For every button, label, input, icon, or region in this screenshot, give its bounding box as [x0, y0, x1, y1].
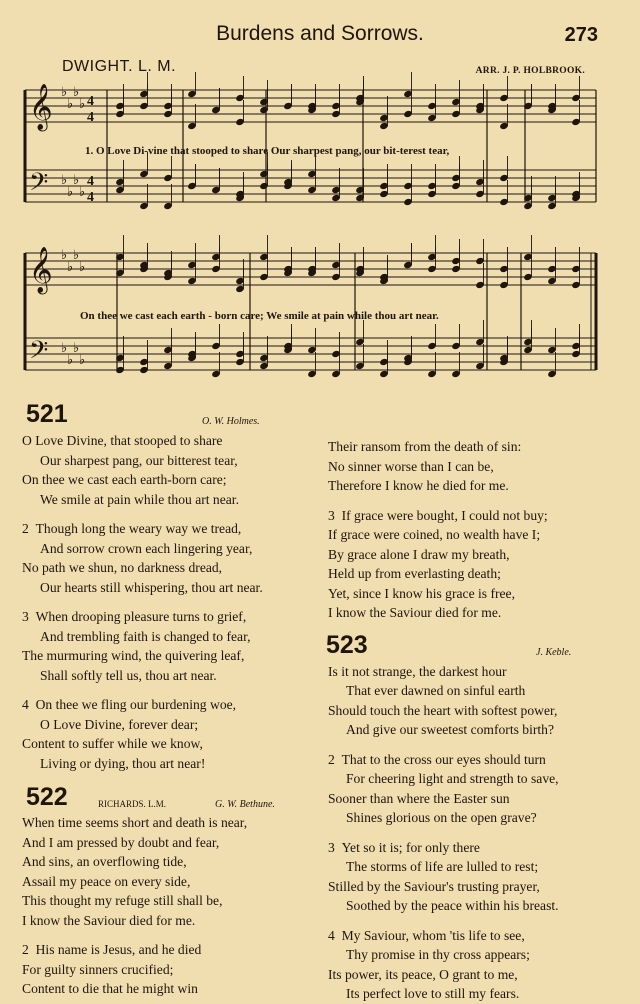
- verse-line: The storms of life are lulled to rest;: [346, 859, 539, 874]
- verse-line: No sinner worse than I can be,: [328, 458, 494, 474]
- hymn-tune: RICHARDS. L.M.: [98, 799, 167, 809]
- music-lyrics-line-1: 1. O Love Di-vine that stooped to share Our sharpest pang, our bit-terest tear,: [85, 145, 450, 157]
- hymn-523-heading: [326, 630, 628, 662]
- flat-sign-icon: ♭: [67, 97, 74, 112]
- hymn-number: 522: [26, 783, 68, 811]
- verse-line: And I am pressed by doubt and fear,: [22, 834, 220, 850]
- hymn-522-heading: [22, 783, 317, 813]
- verse-line: This thought my refuge still shall be,: [22, 893, 223, 908]
- verse-line: My Saviour, whom 'tis life to see,: [341, 927, 525, 943]
- left-text-column: [22, 400, 317, 999]
- flat-sign-icon: ♭: [79, 185, 86, 200]
- time-signature: 4: [87, 94, 94, 109]
- verse-line: Assail my peace on every side,: [22, 873, 191, 889]
- verse-line: Content to suffer while we know,: [22, 736, 203, 751]
- flat-sign-icon: ♭: [79, 260, 86, 275]
- verse-line: And sins, an overflowing tide,: [22, 854, 187, 869]
- verse-line: Thy promise in thy cross appears;: [346, 947, 530, 962]
- time-signature: 4: [87, 110, 94, 125]
- verse-line: I know the Saviour died for me.: [328, 605, 502, 620]
- flat-sign-icon: ♭: [61, 341, 68, 356]
- verse-line: Sooner than where the Easter sun: [328, 790, 510, 806]
- verse-523-1: [328, 662, 628, 740]
- verse-line: Its perfect love to still my fears.: [346, 986, 520, 1001]
- verse-line: Though long the weary way we tread,: [35, 521, 242, 536]
- hymn-number: 521: [26, 400, 68, 428]
- verse-521-2: [22, 519, 317, 597]
- verse-521-4: [22, 695, 317, 773]
- verse-number: 4: [328, 927, 335, 943]
- treble-clef-icon: 𝄞: [29, 84, 53, 130]
- verse-522-3: [328, 506, 628, 623]
- verse-line: Held up from everlasting death;: [328, 566, 501, 581]
- flat-sign-icon: ♭: [61, 85, 68, 100]
- verse-line: We smile at pain while thou art near.: [40, 491, 239, 507]
- flat-sign-icon: ♭: [73, 341, 80, 356]
- verse-line: When time seems short and death is near,: [22, 815, 248, 830]
- verse-line: No path we shun, no darkness dread,: [22, 560, 223, 575]
- bass-clef-icon: 𝄢: [29, 336, 49, 371]
- verse-521-1: [22, 431, 317, 509]
- page-number: 273: [564, 24, 598, 46]
- flat-sign-icon: ♭: [73, 173, 80, 188]
- music-lyrics-line-2: On thee we cast each earth - born care; We smile at pain while thou art near.: [80, 310, 439, 322]
- hymn-number: 523: [326, 630, 368, 659]
- hymn-521-heading: [22, 400, 317, 431]
- verse-line: By grace alone I draw my breath,: [328, 546, 510, 562]
- hymn-author: J. Keble.: [536, 646, 572, 658]
- verse-522-1: [22, 813, 317, 930]
- verse-522-2b: [328, 437, 628, 496]
- hymn-author: O. W. Holmes.: [202, 416, 260, 427]
- hymn-author: G. W. Bethune.: [215, 799, 275, 810]
- verse-line: And give our sweetest comforts birth?: [346, 722, 555, 737]
- sheet-music: [0, 0, 640, 400]
- verse-number: 3: [328, 507, 335, 523]
- flat-sign-icon: ♭: [67, 260, 74, 275]
- time-signature: 4: [87, 174, 94, 189]
- verse-line: Our hearts still whispering, thou art near.: [40, 579, 263, 595]
- flat-sign-icon: ♭: [79, 97, 86, 112]
- flat-sign-icon: ♭: [73, 248, 80, 263]
- verse-line: The murmuring wind, the quivering leaf,: [22, 648, 245, 663]
- verse-number: 2: [22, 521, 29, 536]
- flat-sign-icon: ♭: [67, 185, 74, 200]
- verse-line: That ever dawned on sinful earth: [346, 683, 526, 698]
- verse-number: 2: [328, 751, 335, 767]
- verse-line: Therefore I know he died for me.: [328, 478, 509, 493]
- verse-line: Their ransom from the death of sin:: [328, 439, 522, 454]
- verse-line: On thee we fling our burdening woe,: [35, 697, 237, 712]
- bass-clef-icon: 𝄢: [29, 168, 49, 203]
- verse-line: Living or dying, thou art near!: [40, 755, 206, 771]
- verse-line: Its power, its peace, O grant to me,: [328, 966, 518, 982]
- verse-line: Yet, since I know his grace is free,: [328, 585, 515, 601]
- verse-522-2a: [22, 940, 317, 999]
- verse-line: If grace were bought, I could not buy;: [341, 507, 548, 523]
- flat-sign-icon: ♭: [79, 353, 86, 368]
- verse-line: Content to die that he might win: [22, 981, 198, 996]
- verse-number: 2: [22, 942, 29, 957]
- page-title: Burdens and Sorrows.: [216, 22, 424, 45]
- verse-line: Stilled by the Saviour's trusting prayer,: [328, 878, 540, 894]
- verse-line: And trembling faith is changed to fear,: [40, 628, 251, 644]
- verse-line: Should touch the heart with softest power,: [328, 702, 558, 718]
- verse-line: O Love Divine, that stooped to share: [22, 433, 223, 448]
- verse-line: Shines glorious on the open grave?: [346, 810, 537, 825]
- verse-523-3: [328, 838, 628, 916]
- verse-line: If grace were coined, no wealth have I;: [328, 527, 541, 542]
- verse-line: Shall softly tell us, thou art near.: [40, 667, 217, 683]
- verse-line: And sorrow crown each lingering year,: [40, 540, 253, 556]
- verse-line: On thee we cast each earth-born care;: [22, 472, 227, 487]
- verse-number: 3: [22, 609, 29, 624]
- flat-sign-icon: ♭: [67, 353, 74, 368]
- verse-line: When drooping pleasure turns to grief,: [35, 609, 247, 624]
- verse-line: Yet so it is; for only there: [341, 839, 480, 855]
- verse-number: 4: [22, 697, 29, 712]
- time-signature: 4: [87, 190, 94, 205]
- tune-name: DWIGHT. L. M.: [62, 58, 177, 75]
- treble-clef-icon: 𝄞: [29, 247, 53, 293]
- verse-523-4: [328, 926, 628, 1004]
- verse-line: I know the Saviour died for me.: [22, 912, 196, 928]
- verse-line: For guilty sinners crucified;: [22, 961, 174, 977]
- right-text-column: [328, 437, 628, 1004]
- verse-523-2: [328, 750, 628, 828]
- verse-line: That to the cross our eyes should turn: [341, 751, 546, 767]
- verse-line: Soothed by the peace within his breast.: [346, 898, 559, 913]
- verse-line: His name is Jesus, and he died: [35, 942, 202, 957]
- verse-line: For cheering light and strength to save,: [346, 771, 559, 786]
- verse-number: 3: [328, 839, 335, 855]
- verse-521-3: [22, 607, 317, 685]
- verse-line: Is it not strange, the darkest hour: [328, 663, 507, 679]
- flat-sign-icon: ♭: [61, 173, 68, 188]
- arranger-credit: ARR. J. P. HOLBROOK.: [475, 66, 585, 76]
- verse-line: Our sharpest pang, our bitterest tear,: [40, 452, 238, 468]
- flat-sign-icon: ♭: [61, 248, 68, 263]
- flat-sign-icon: ♭: [73, 85, 80, 100]
- verse-line: O Love Divine, forever dear;: [40, 716, 199, 732]
